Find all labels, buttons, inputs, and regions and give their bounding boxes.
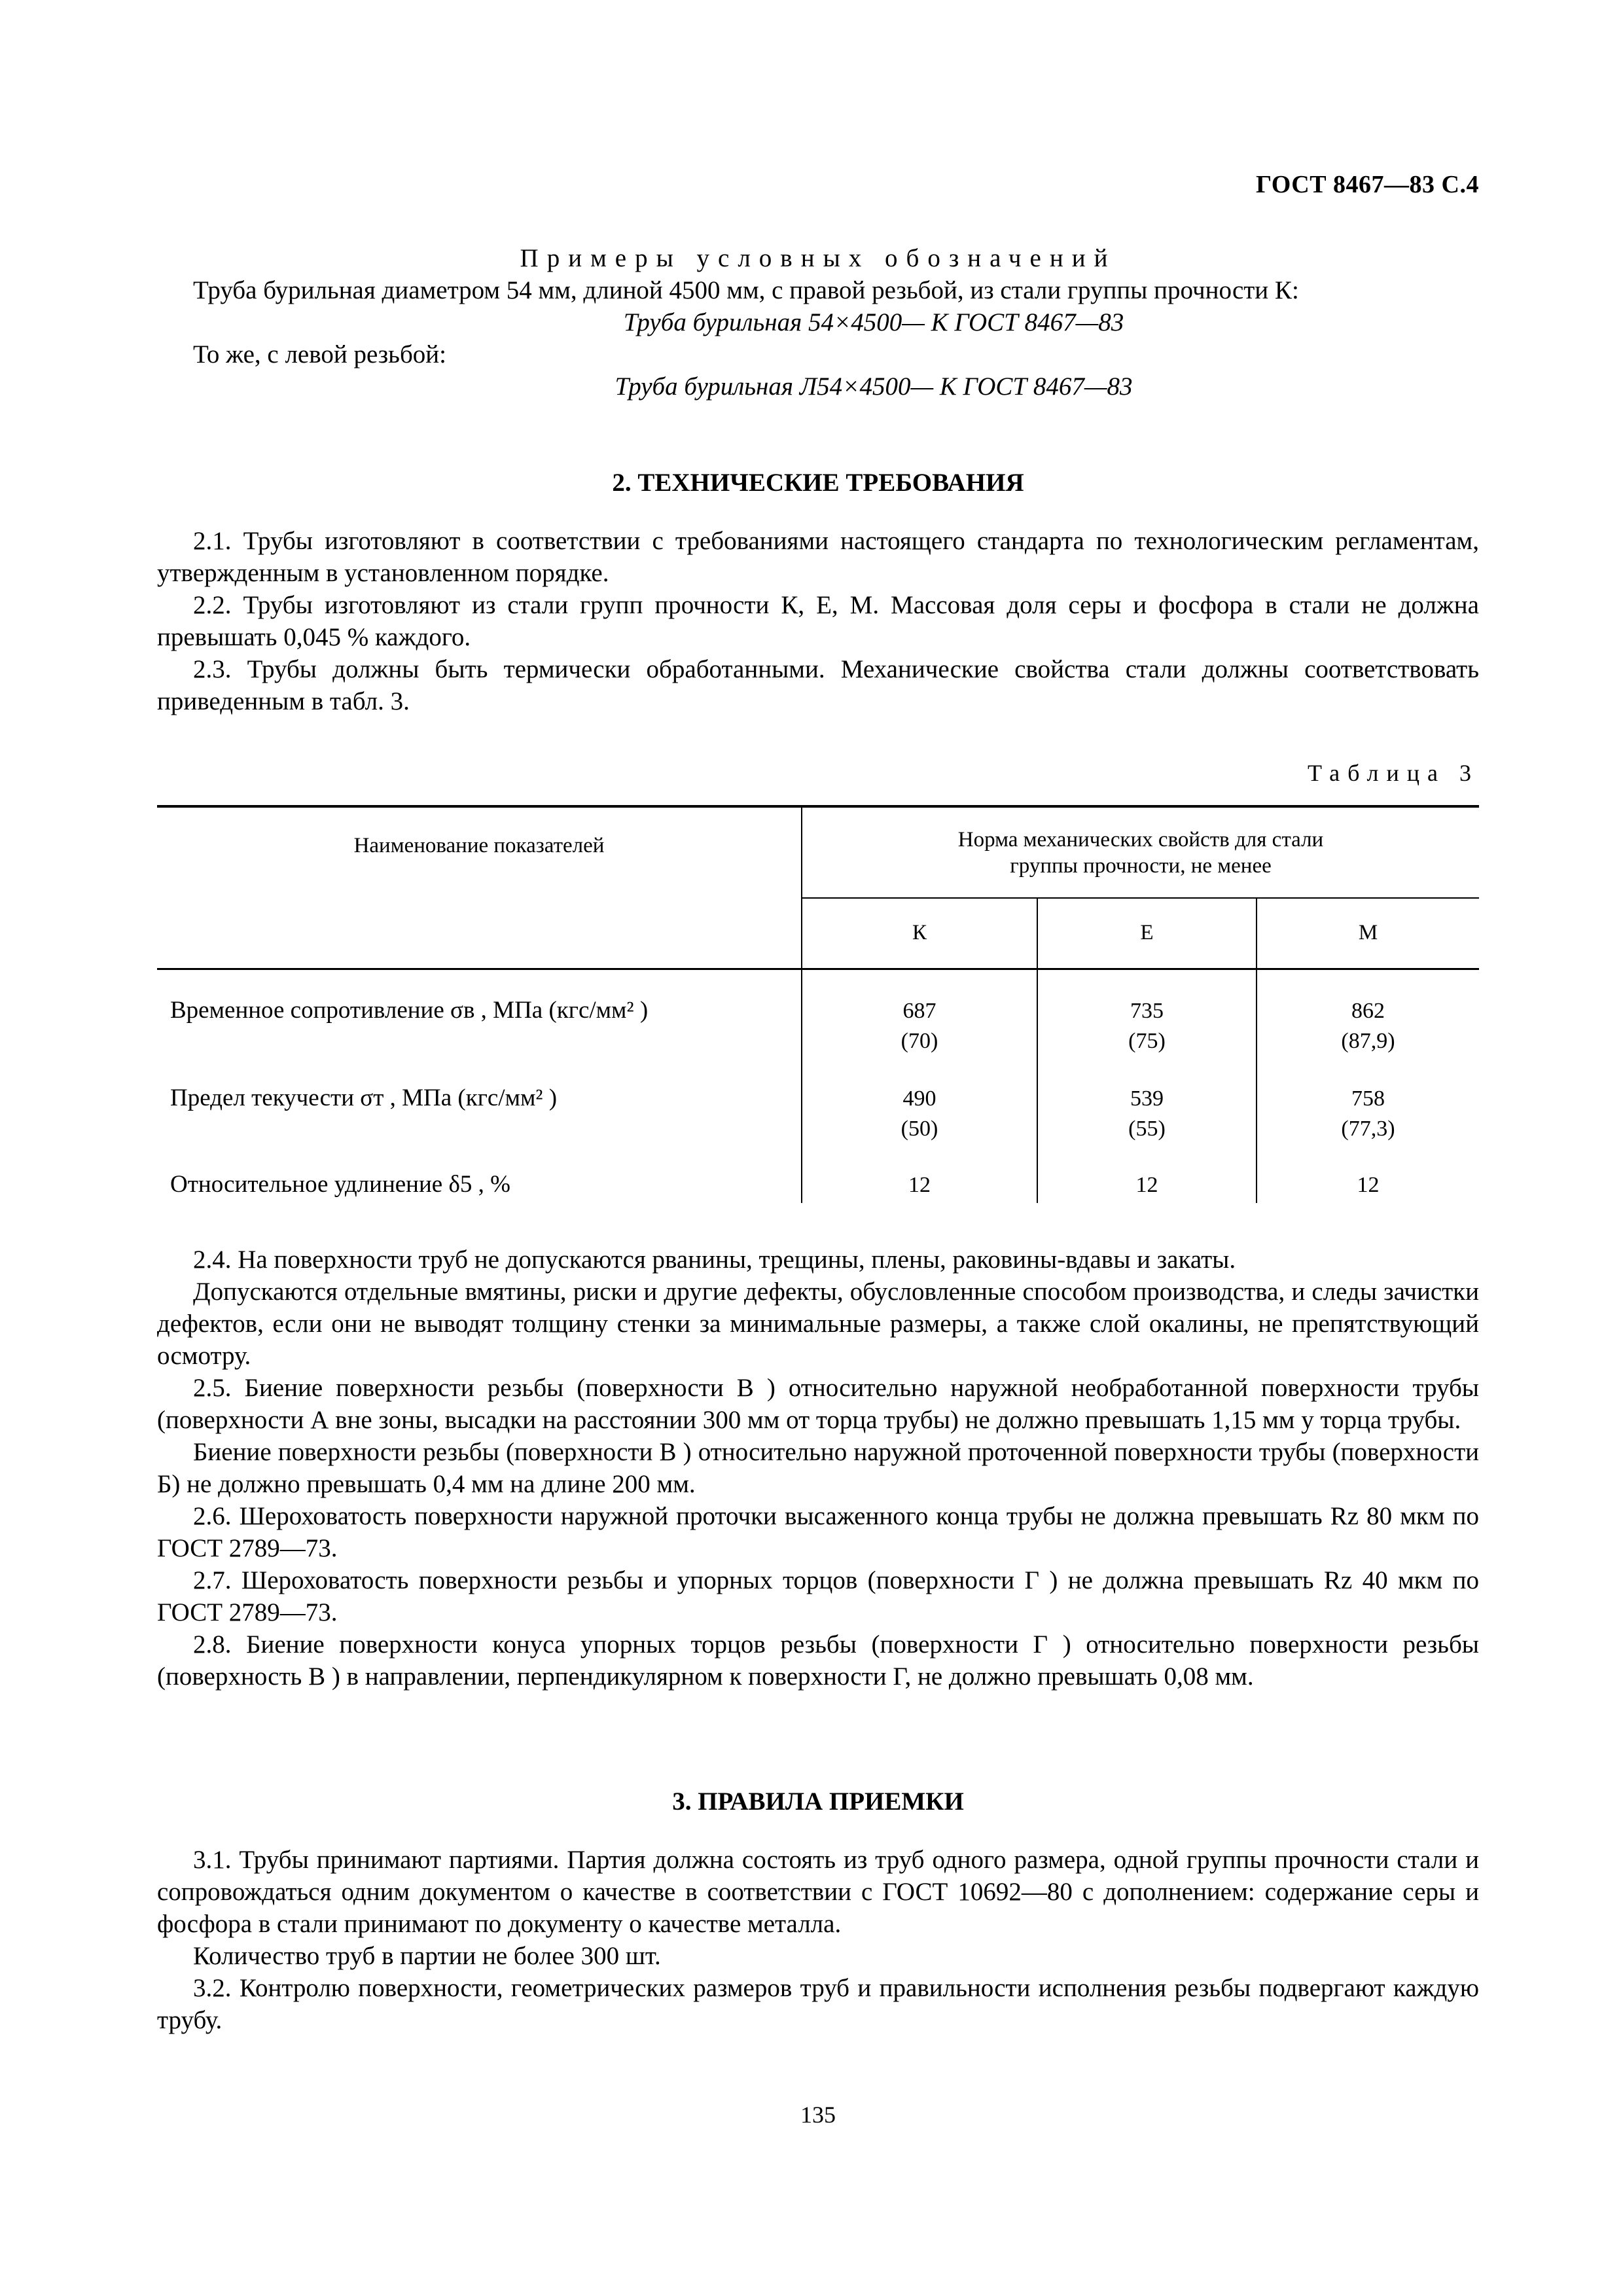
table-cell-value-kgf: (87,9) [1341, 1028, 1395, 1053]
table-cell [802, 1056, 1037, 1144]
designation-2: Труба бурильная Л54×4500— К ГОСТ 8467—83 [615, 372, 1133, 401]
section-3-title: 3. ПРАВИЛА ПРИЕМКИ [672, 1787, 964, 1816]
paragraph-2-8: 2.8. Биение поверхности конуса упорных торцов резьбы (поверхности Г ) относительно поверхности резьбы (поверхность В ) в направлении, перпендикулярном к поверхности Г, не должно превышать 0,08 мм. [157, 1630, 1479, 1691]
table-row-label: Предел текучести σт , МПа (кгс/мм² ) [170, 1084, 558, 1111]
section-2 [157, 468, 1479, 717]
table-cell-value: 490 [902, 1086, 936, 1111]
paragraph-2-4b: Допускаются отдельные вмятины, риски и другие дефекты, обусловленные способом производства, и следы зачистки дефектов, если они не выводят толщину стенки за минимальные размеры, а также слой окалины, не препятствующий осмотру. [157, 1278, 1479, 1370]
section-2-title: 2. ТЕХНИЧЕСКИЕ ТРЕБОВАНИЯ [612, 469, 1024, 497]
example-paragraph-2: То же, с левой резьбой: [193, 340, 447, 368]
table-caption: Таблица 3 [1308, 760, 1479, 786]
table-cell-value: 687 [902, 998, 936, 1023]
table-cell-value-kgf: (55) [1128, 1116, 1166, 1141]
table-header-group-m: М [1257, 898, 1479, 969]
table-header-group-e: Е [1037, 898, 1257, 969]
table-cell-value: 539 [1130, 1086, 1164, 1111]
table-header-norm-line1: Норма механических свойств для стали [957, 827, 1324, 852]
table-header-norm [802, 806, 1479, 898]
paragraph-2-5a: 2.5. Биение поверхности резьбы (поверхности В ) относительно наружной необработанной поверхности трубы (поверхности А вне зоны, высадки на расстоянии 300 мм от торца трубы) не должно превышать 1,15 мм у торца трубы. [157, 1374, 1479, 1434]
paragraph-2-3: 2.3. Трубы должны быть термически обработанными. Механические свойства стали должны соответствовать приведенным в табл. 3. [157, 655, 1479, 715]
examples-block [157, 242, 1479, 403]
table-header-group-k: К [802, 898, 1037, 969]
table-cell-value: 758 [1351, 1086, 1385, 1111]
table-cell: 12 [1037, 1144, 1257, 1203]
paragraph-2-4a: 2.4. На поверхности труб не допускаются рванины, трещины, плены, раковины-вдавы и закаты. [193, 1246, 1236, 1274]
paragraph-3-1b: Количество труб в партии не более 300 шт. [193, 1942, 661, 1970]
table-cell [1257, 1056, 1479, 1144]
designation-1: Труба бурильная 54×4500— К ГОСТ 8467—83 [623, 308, 1124, 336]
paragraph-3-1a: 3.1. Трубы принимают партиями. Партия должна состоять из труб одного размера, одной группы прочности стали и сопровождаться одним документом о качестве в соответствии с ГОСТ 10692—80 с дополнением: содержание серы и фосфора в стали принимают по документу о качестве металла. [157, 1846, 1479, 1938]
table-cell-value: 862 [1351, 998, 1385, 1023]
page-number: 135 [800, 2102, 836, 2128]
paragraph-2-6: 2.6. Шероховатость поверхности наружной проточки высаженного конца трубы не должна превышать Rz 80 мкм по ГОСТ 2789—73. [157, 1502, 1479, 1562]
table-cell-value-kgf: (70) [901, 1028, 938, 1053]
example-paragraph-1: Труба бурильная диаметром 54 мм, длиной 4500 мм, с правой резьбой, из стали группы прочности К: [193, 276, 1299, 304]
paragraph-2-1: 2.1. Трубы изготовляют в соответствии с требованиями настоящего стандарта по технологическим регламентам, утвержденным в установленном порядке. [157, 527, 1479, 587]
paragraph-2-2: 2.2. Трубы изготовляют из стали групп прочности К, Е, М. Массовая доля серы и фосфора в стали не должна превышать 0,045 % каждого. [157, 591, 1479, 651]
examples-title: Примеры условных обозначений [520, 244, 1116, 272]
document-page [157, 151, 1479, 2245]
table-cell-value-kgf: (77,3) [1341, 1116, 1395, 1141]
table-cell [1257, 969, 1479, 1056]
table-cell: 12 [802, 1144, 1037, 1203]
table-header-name: Наименование показателей [157, 806, 802, 969]
paragraph-3-2: 3.2. Контролю поверхности, геометрических размеров труб и правильности исполнения резьбы подвергают каждую трубу. [157, 1974, 1479, 2034]
table-cell [1037, 1056, 1257, 1144]
table-header-norm-line2: группы прочности, не менее [1010, 853, 1272, 878]
section-2-continued [157, 1244, 1479, 1693]
table-cell [1037, 969, 1257, 1056]
table-cell: 12 [1257, 1144, 1479, 1203]
section-3 [157, 1787, 1479, 2036]
table-3 [157, 805, 1479, 1203]
table-row-label: Временное сопротивление σв , МПа (кгс/мм² ) [170, 996, 649, 1024]
paragraph-2-5b: Биение поверхности резьбы (поверхности В ) относительно наружной проточенной поверхности трубы (поверхности Б) не должно превышать 0,4 мм на длине 200 мм. [157, 1438, 1479, 1498]
table-cell-value: 735 [1130, 998, 1164, 1023]
table-cell-value-kgf: (75) [1128, 1028, 1166, 1053]
table-cell [802, 969, 1037, 1056]
paragraph-2-7: 2.7. Шероховатость поверхности резьбы и упорных торцов (поверхности Г ) не должна превышать Rz 40 мкм по ГОСТ 2789—73. [157, 1566, 1479, 1626]
table-row-label: Относительное удлинение δ5 , % [170, 1170, 510, 1198]
table-cell-value-kgf: (50) [901, 1116, 938, 1141]
table-3-block [157, 759, 1479, 1203]
document-header: ГОСТ 8467—83 С.4 [1256, 171, 1479, 198]
